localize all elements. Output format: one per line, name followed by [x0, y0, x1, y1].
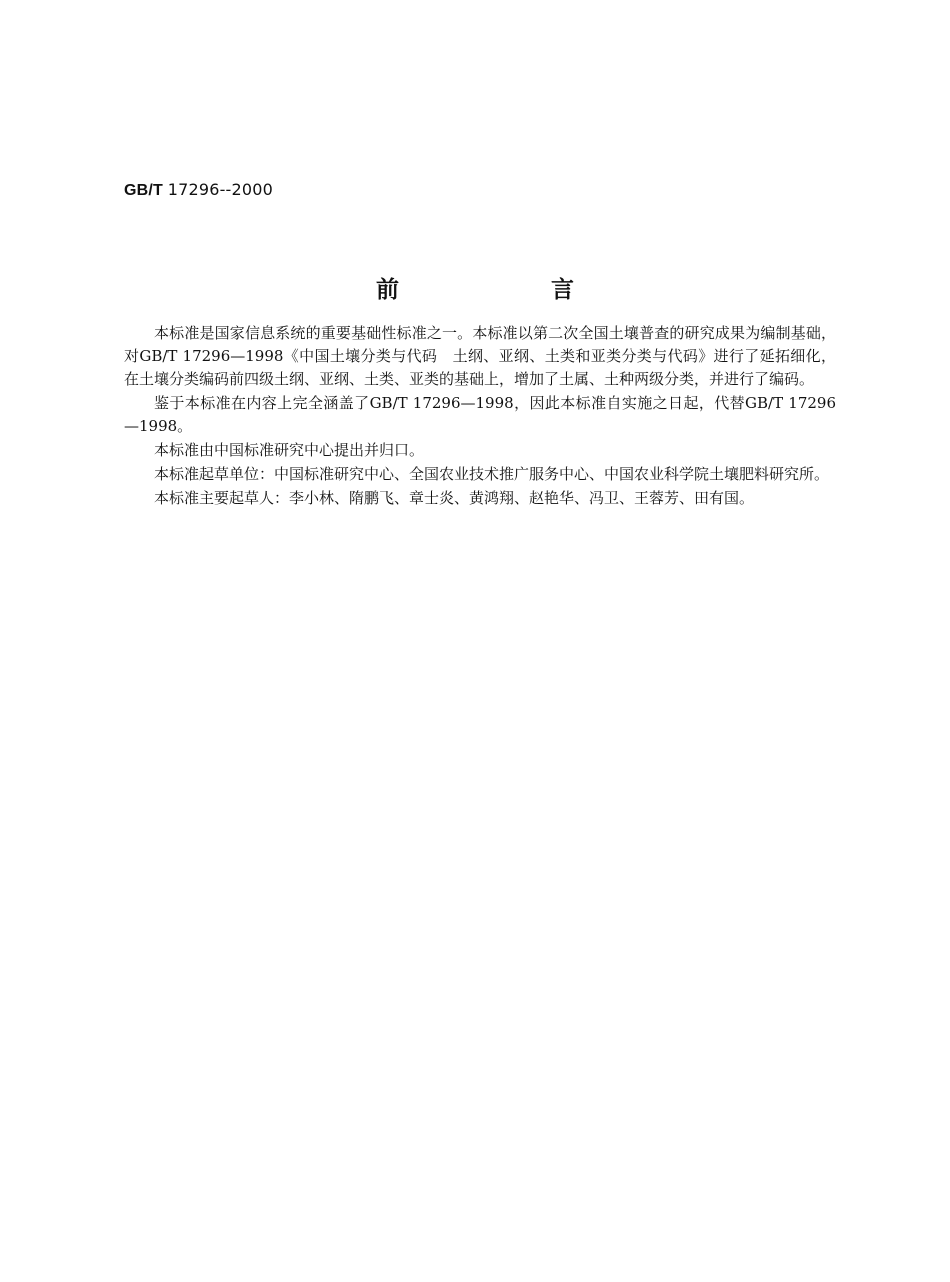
paragraph-proposer: 本标准由中国标准研究中心提出并归口。: [154, 441, 425, 459]
page-title: 前 言: [375, 277, 646, 303]
standard-code: [124, 180, 273, 200]
paragraph-drafters: 本标准主要起草人：李小林、隋鹏飞、章士炎、黄鸿翔、赵艳华、冯卫、王蓉芳、田有国。: [154, 489, 755, 507]
standard-number: 17296--2000: [167, 180, 274, 199]
document-body: [124, 322, 836, 511]
paragraph-replacement: 鉴于本标准在内容上完全涵盖了GB/T 17296—1998，因此本标准自实施之日起，代替GB/T 17296—1998。: [124, 394, 836, 435]
paragraph-drafting-units: 本标准起草单位：中国标准研究中心、全国农业技术推广服务中心、中国农业科学院土壤肥料研究所。: [154, 465, 830, 483]
standard-prefix: GB/T: [124, 182, 164, 199]
paragraph-intro: 本标准是国家信息系统的重要基础性标准之一。本标准以第二次全国土壤普查的研究成果为编制基础，对GB/T 17296—1998《中国土壤分类与代码 土纲、亚纲、土类和亚类分类与代码》进行了延拓细化，在土壤分类编码前四级土纲、亚纲、土类、亚类的基础上，增加了土属、土种两级分类，并进行了编码。: [124, 324, 836, 388]
